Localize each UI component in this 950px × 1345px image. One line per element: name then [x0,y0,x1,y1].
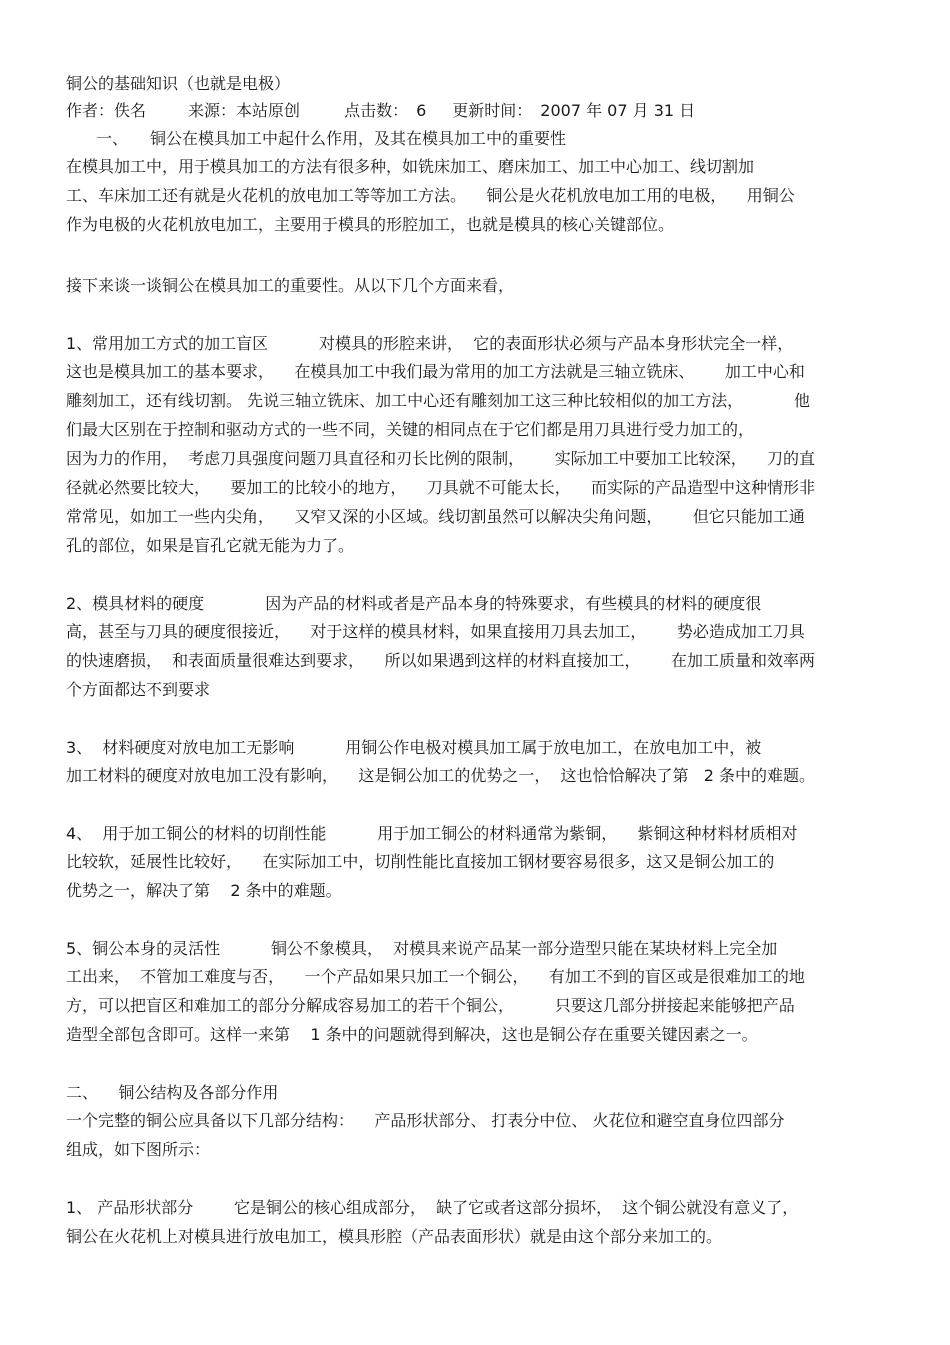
point-line: 常常见，如加工一些内尖角， 又窄又深的小区域。线切割虽然可以解决尖角问题， 但它只能加工通 [66,507,805,526]
point-line: 优势之一，解决了第 2 条中的难题。 [66,881,342,900]
point-line: 1、常用加工方式的加工盲区 对模具的形腔来讲， 它的表面形状必须与产品本身形状完全一样， [66,334,794,353]
updated-value: 2007 年 07 月 31 日 [540,101,696,120]
section2-heading: 二、 铜公结构及各部分作用 [66,1083,279,1102]
paragraph-line: 作为电极的火花机放电加工，主要用于模具的形腔加工，也就是模具的核心关键部位。 [66,215,675,234]
point-line: 雕刻加工，还有线切割。 先说三轴立铣床、加工中心还有雕刻加工这三种比较相似的加工方法， 他 [66,391,810,410]
document-title: 铜公的基础知识（也就是电极） [66,74,291,93]
source-label: 来源： [188,101,237,120]
point-line: 工出来， 不管加工难度与否， 一个产品如果只加工一个铜公， 有加工不到的盲区或是很难加工的地 [66,967,805,986]
document-meta [66,99,888,123]
source-value: 本站原创 [236,101,301,120]
clicks-label: 点击数： [344,101,409,120]
point-line: 孔的部位，如果是盲孔它就无能为力了。 [66,536,355,555]
point-line: 造型全部包含即可。这样一来第 1 条中的问题就得到解决，这也是铜公存在重要关键因素之一。 [66,1025,758,1044]
point-line: 1、 产品形状部分 它是铜公的核心组成部分， 缺了它或者这部分损坏， 这个铜公就没有意义了， [66,1198,799,1217]
point-line: 2、模具材料的硬度 因为产品的材料或者是产品本身的特殊要求，有些模具的材料的硬度很 [66,594,762,613]
paragraph-line: 在模具加工中，用于模具加工的方法有很多种，如铣床加工、磨床加工、加工中心加工、线切割加 [66,157,755,176]
author-value: 佚名 [114,101,147,120]
point-line: 这也是模具加工的基本要求， 在模具加工中我们最为常用的加工方法就是三轴立铣床、 加工中心和 [66,362,805,381]
point-line: 加工材料的硬度对放电加工没有影响， 这是铜公加工的优势之一， 这也恰恰解决了第 2 条中的难题。 [66,766,816,785]
clicks-value: 6 [416,101,427,120]
point-line: 因为力的作用， 考虑刀具强度问题刀具直径和刃长比例的限制， 实际加工中要加工比较深， 刀的直 [66,449,816,468]
paragraph-line: 组成，如下图所示： [66,1140,211,1159]
section1-heading-num: 一、 [96,129,129,148]
point-line: 铜公在火花机上对模具进行放电加工，模具形腔（产品表面形状）就是由这个部分来加工的。 [66,1227,723,1246]
point-line: 个方面都达不到要求 [66,680,211,699]
point-line: 5、铜公本身的灵活性 铜公不象模具， 对模具来说产品某一部分造型只能在某块材料上完全加 [66,939,778,958]
section1-heading-text: 铜公在模具加工中起什么作用，及其在模具加工中的重要性 [150,129,567,148]
paragraph-line: 接下来谈一谈铜公在模具加工的重要性。从以下几个方面来看， [66,276,515,295]
point-line: 方，可以把盲区和难加工的部分分解成容易加工的若干个铜公， 只要这几部分拼接起来能够把产品 [66,996,795,1015]
point-line: 高，甚至与刀具的硬度很接近， 对于这样的模具材料，如果直接用刀具去加工， 势必造成加工刀具 [66,622,805,641]
updated-label: 更新时间： [452,101,533,120]
section1-heading [96,127,888,151]
paragraph-line: 工、车床加工还有就是火花机的放电加工等等加工方法。 铜公是火花机放电加工用的电极， 用铜公 [66,186,795,205]
point-line: 4、 用于加工铜公的材料的切削性能 用于加工铜公的材料通常为紫铜， 紫铜这种材料材质相对 [66,824,798,843]
point-line: 们最大区别在于控制和驱动方式的一些不同，关键的相同点在于它们都是用刀具进行受力加工的， [66,420,755,439]
paragraph-line: 一个完整的铜公应具备以下几部分结构： 产品形状部分、 打表分中位、 火花位和避空直身位四部分 [66,1111,785,1130]
point-line: 比较软，延展性比较好， 在实际加工中，切削性能比直接加工钢材要容易很多，这又是铜公加工的 [66,852,775,871]
author-label: 作者： [66,101,115,120]
point-line: 径就必然要比较大， 要加工的比较小的地方， 刀具就不可能太长， 而实际的产品造型中这种情形非 [66,478,816,497]
point-line: 3、 材料硬度对放电加工无影响 用铜公作电极对模具加工属于放电加工，在放电加工中，被 [66,738,762,757]
point-line: 的快速磨损， 和表面质量很难达到要求， 所以如果遇到这样的材料直接加工， 在加工质量和效率两 [66,651,816,670]
